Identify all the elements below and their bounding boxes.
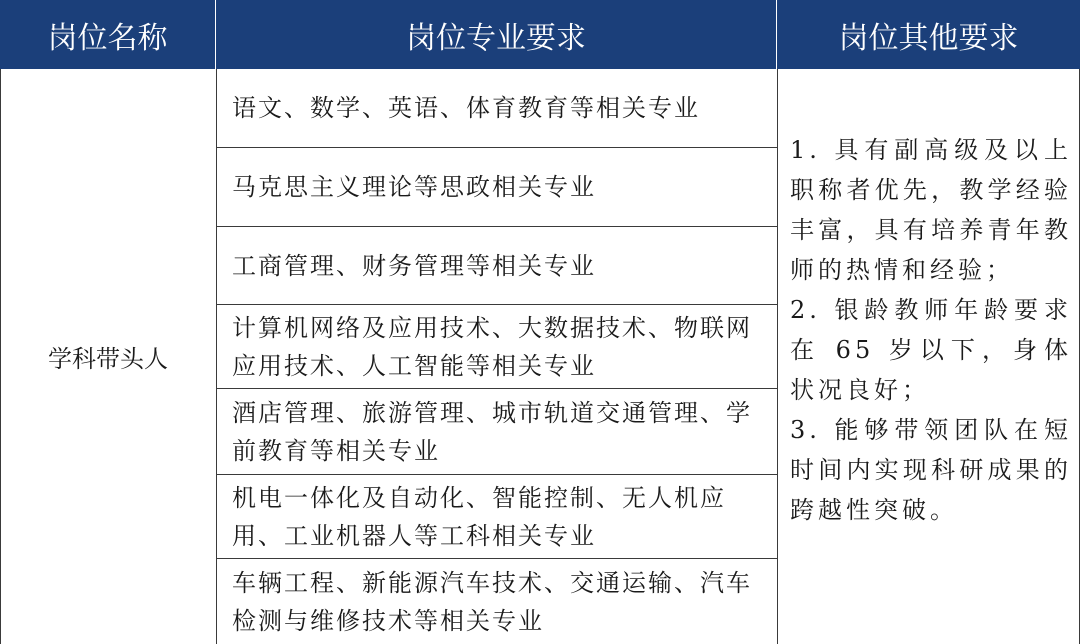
major-requirement-row: 车辆工程、新能源汽车技术、交通运输、汽车检测与维修技术等相关专业 <box>232 568 752 635</box>
position-name-cell: 学科带头人 <box>48 345 168 373</box>
major-requirement-row: 工商管理、财务管理等相关专业 <box>232 251 596 280</box>
header-position-name: 岗位名称 <box>0 0 216 69</box>
major-requirement-row: 马克思主义理论等思政相关专业 <box>232 173 596 201</box>
other-requirements-cell <box>790 130 1072 530</box>
major-requirement-row: 酒店管理、旅游管理、城市轨道交通管理、学前教育等相关专业 <box>232 398 752 465</box>
other-requirement-item: 3. 能够带领团队在短时间内实现科研成果的跨越性突破。 <box>790 416 1072 524</box>
other-requirement-item: 2. 银龄教师年龄要求在 65 岁以下，身体状况良好； <box>790 296 1072 404</box>
major-requirement-row: 机电一体化及自动化、智能控制、无人机应用、工业机器人等工科相关专业 <box>232 483 726 550</box>
other-requirement-item: 1. 具有副高级及以上职称者优先，教学经验丰富，具有培养青年教师的热情和经验； <box>790 136 1072 284</box>
major-requirement-row: 计算机网络及应用技术、大数据技术、物联网应用技术、人工智能等相关专业 <box>232 313 752 380</box>
header-other-requirements: 岗位其他要求 <box>777 0 1080 69</box>
column-divider-2 <box>777 69 778 644</box>
header-major-requirements: 岗位专业要求 <box>216 0 777 69</box>
major-requirement-row: 语文、数学、英语、体育教育等相关专业 <box>232 94 700 122</box>
